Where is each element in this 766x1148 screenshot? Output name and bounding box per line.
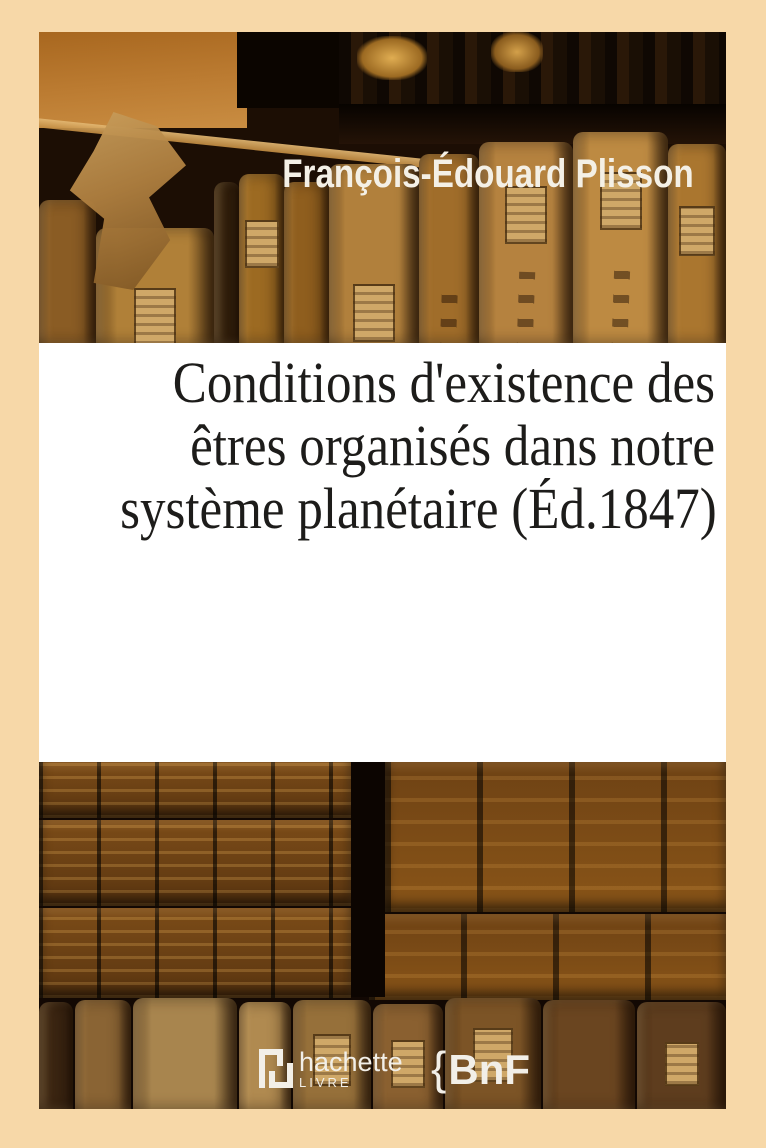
shelf-plank (39, 32, 247, 128)
hachette-livre-logo (259, 1049, 403, 1093)
book-spine (39, 200, 96, 343)
hachette-logo-icon (259, 1049, 293, 1093)
book-title-line-3: système planétaire (Éd.1847) (120, 476, 717, 541)
book-spine (637, 1002, 726, 1109)
shelf-gap (351, 762, 385, 997)
book-spine (39, 1002, 73, 1109)
publisher-logos (259, 1042, 579, 1109)
stacked-books (369, 914, 726, 1000)
book-spine (214, 182, 240, 343)
gold-ornament (357, 36, 427, 80)
book-label (245, 220, 279, 268)
bnf-name: BnF (448, 1046, 531, 1093)
stacked-books (385, 762, 726, 912)
hachette-livre-label: LIVRE (299, 1075, 352, 1090)
stacked-books (39, 762, 351, 818)
book-title-line-1: Conditions d'existence des (172, 350, 715, 415)
stacked-books (39, 908, 351, 998)
book-spine (75, 1000, 131, 1109)
shelf-gap-shadow (339, 104, 726, 144)
book-spine (133, 998, 237, 1109)
stacked-books (39, 820, 351, 906)
bnf-brace-icon: { (431, 1042, 447, 1094)
book-label (134, 288, 176, 346)
title-band (39, 343, 726, 762)
book-label (353, 284, 395, 342)
book-cover (39, 32, 726, 1109)
spine-script-marks (611, 262, 630, 344)
spine-script-marks (440, 284, 458, 344)
spine-script-marks (517, 272, 535, 344)
bnf-logo (431, 1042, 531, 1094)
author-name: François-Édouard Plisson (282, 152, 694, 196)
hachette-logo-text (299, 1049, 403, 1089)
gold-ornament (491, 32, 543, 72)
book-label (679, 206, 715, 256)
book-spine (284, 182, 330, 343)
book-spine (239, 174, 285, 343)
book-label (665, 1042, 699, 1086)
book-title-line-2: êtres organisés dans notre (190, 413, 715, 478)
hachette-name: hachette (299, 1047, 403, 1077)
